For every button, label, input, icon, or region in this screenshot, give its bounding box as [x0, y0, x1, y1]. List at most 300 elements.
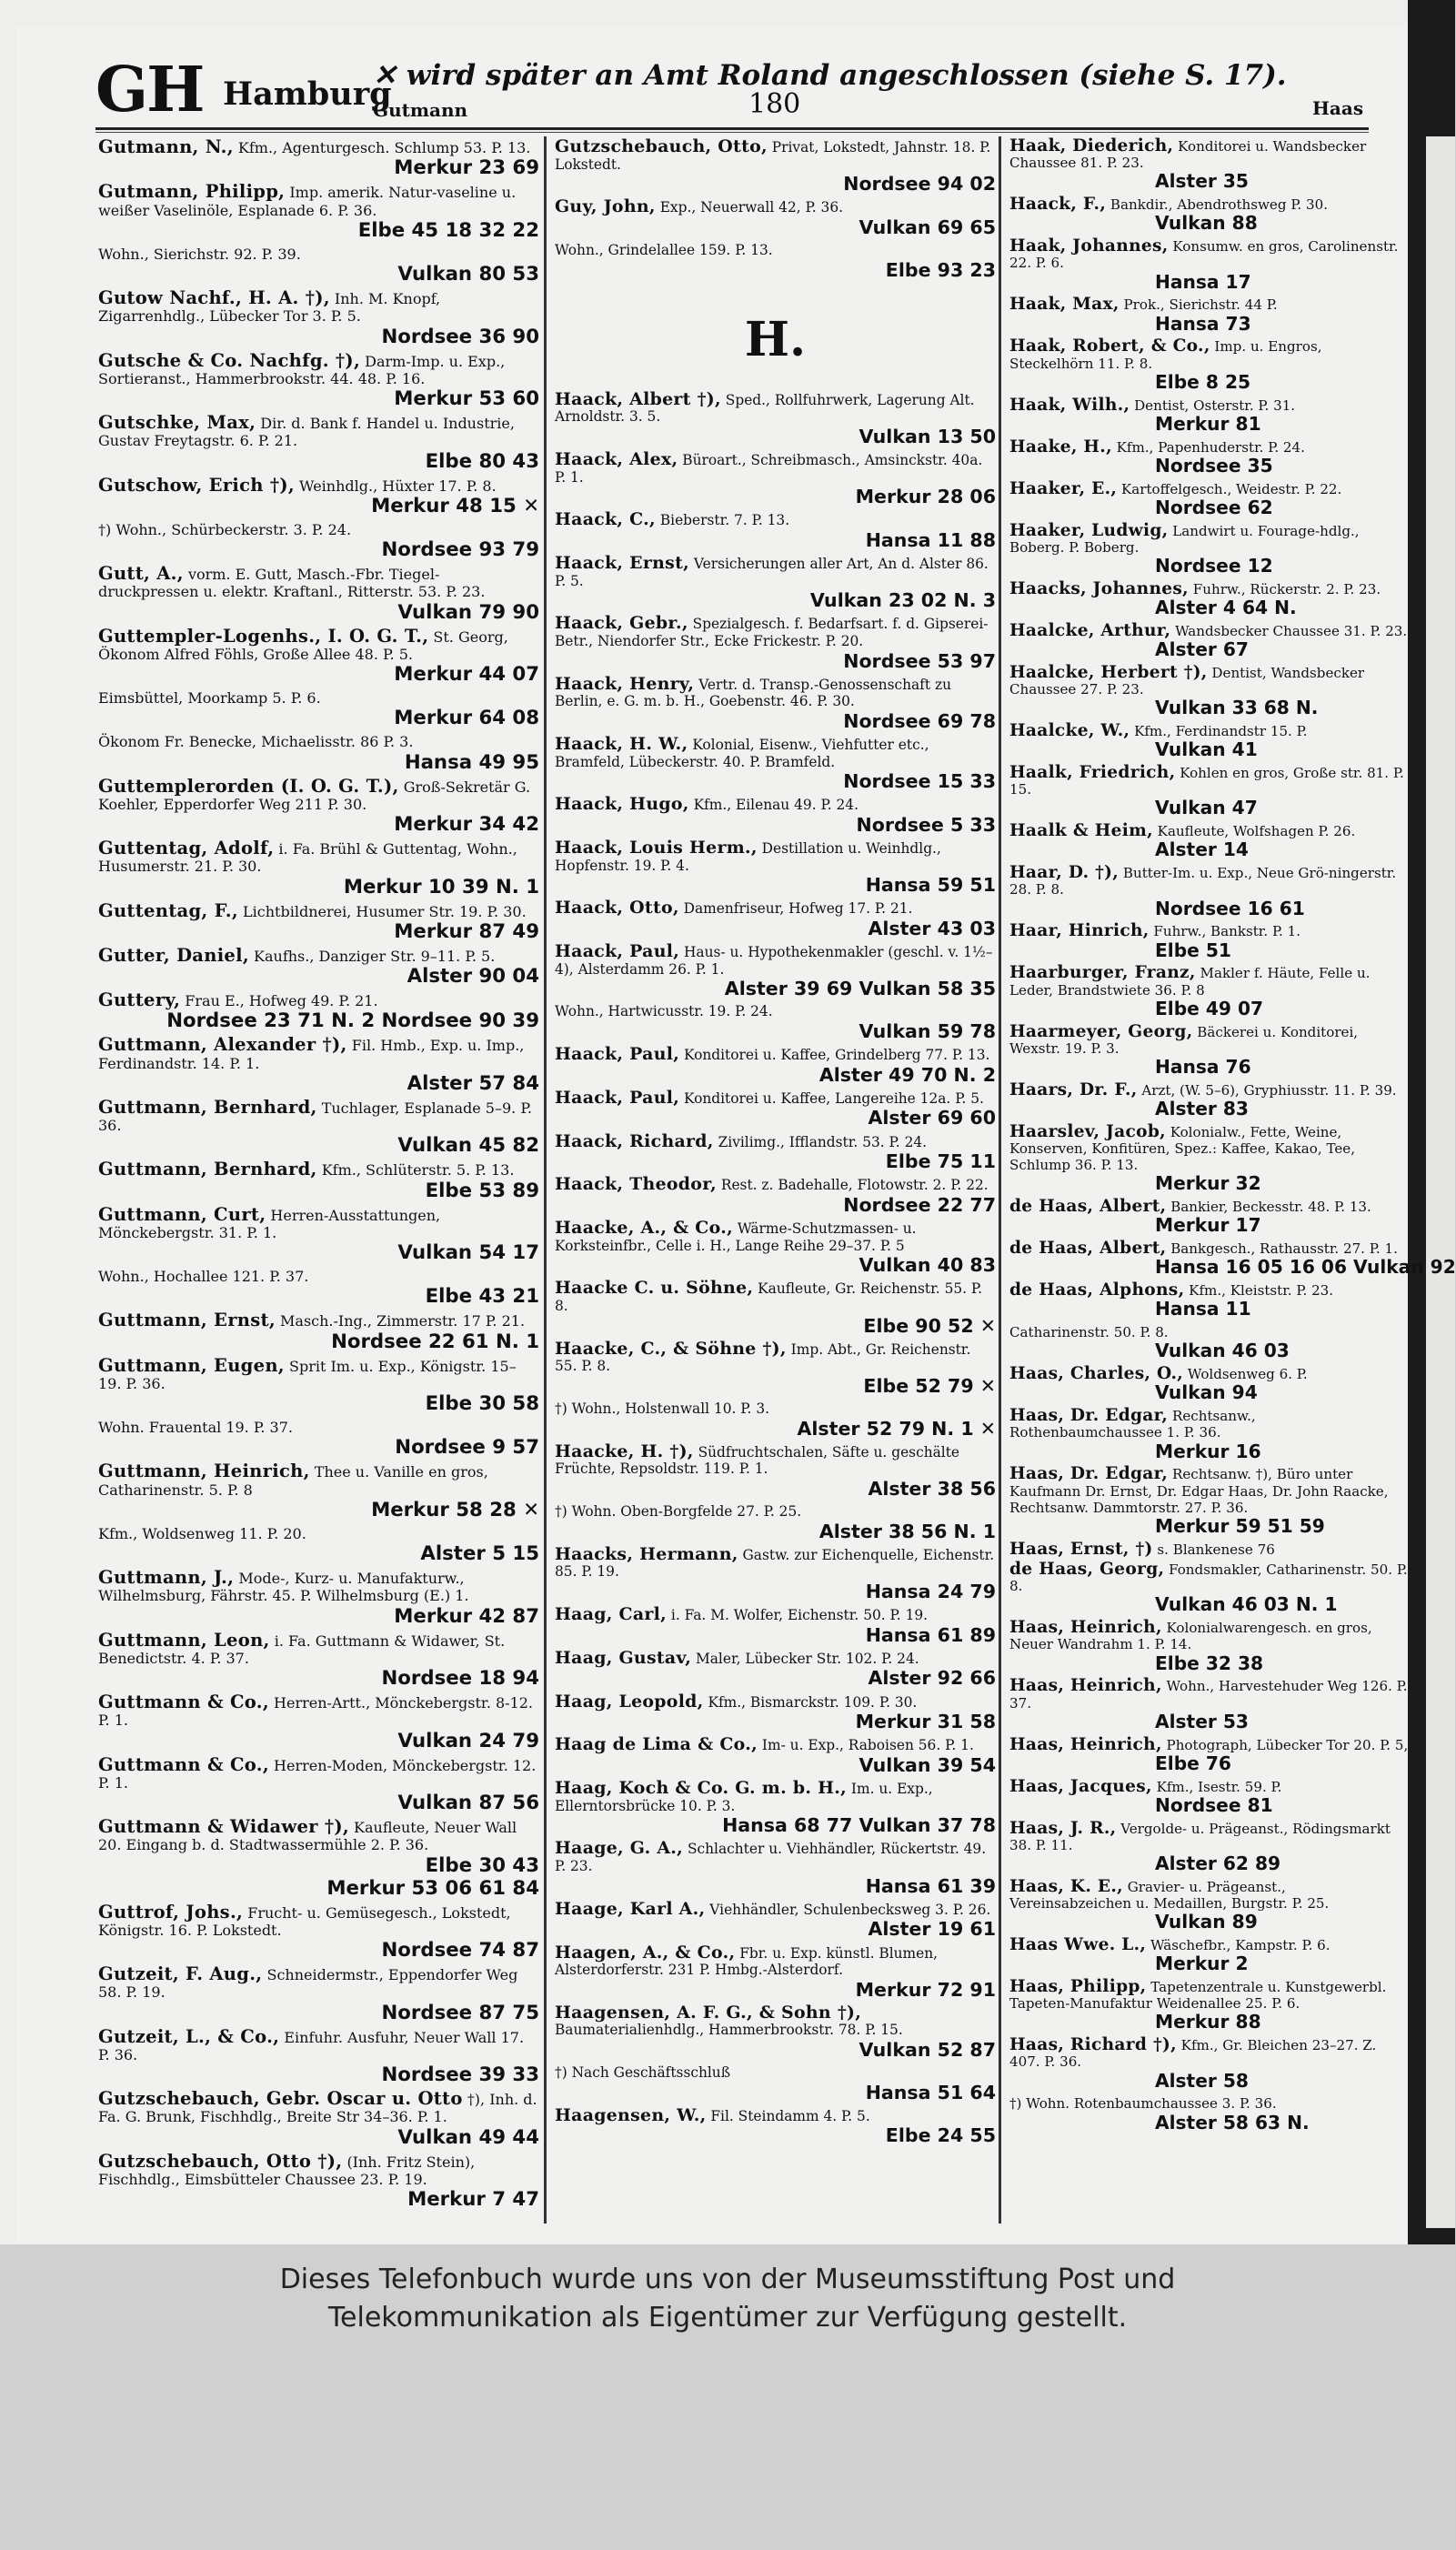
phone-number: Alster 49 70 N. 2 [818, 1063, 996, 1086]
entry-name: Haarmeyer, Georg, [1009, 1021, 1193, 1041]
phone-number: Elbe 45 18 32 22 [357, 218, 539, 242]
entry-description: Prok., Sierichstr. 44 P. [1123, 296, 1278, 314]
phone-number: Alster 58 [1155, 2069, 1249, 2092]
entry-name: Haak, Wilh., [1009, 395, 1130, 415]
entry-name: de Haas, Albert, [1009, 1239, 1167, 1259]
entry-text [555, 1840, 996, 1874]
entry-description: Fondsmakler, Catharinenstr. 50. P. 8. [1009, 1561, 1408, 1595]
entry-name: Guttmann, J., [98, 1567, 235, 1588]
phone-number: Merkur 81 [1155, 412, 1261, 435]
entry-text [98, 2150, 539, 2189]
directory-entry [98, 1631, 539, 1691]
phone-number: Merkur 59 51 59 [1155, 1515, 1325, 1538]
entry-name: Guttmann & Widawer †), [98, 1816, 349, 1837]
directory-entry [98, 2025, 539, 2087]
entry-text [555, 1543, 996, 1581]
phone-number: Elbe 90 52 ✕ [863, 1314, 996, 1337]
phone-number: Elbe 32 38 [1155, 1651, 1264, 1674]
entry-text [1009, 865, 1410, 898]
entry-name: Gutmann, Philipp, [98, 181, 286, 203]
entry-text [1009, 1876, 1410, 1912]
entry-text [1009, 1282, 1410, 1299]
entry-description: †) Nach Geschäftsschluß [555, 2064, 730, 2082]
entry-description: Viehhändler, Schulenbecksweg 3. P. 26. [709, 1901, 991, 1918]
entry-text [98, 521, 539, 538]
directory-entry [98, 246, 539, 286]
entry-name: Haar, D. †), [1009, 863, 1120, 883]
directory-entry [1009, 238, 1410, 293]
directory-entry [1009, 1776, 1410, 1817]
entry-text [98, 183, 539, 219]
directory-entry [98, 1818, 539, 1900]
entry-description: i. Fa. Guttmann & Widawer, St. Benedictstr. 4. P. 37. [98, 1631, 506, 1667]
phone-number: Elbe 53 89 [425, 1179, 539, 1202]
entry-description: Wohn., Harvestehuder Weg 126. P. 37. [1009, 1678, 1408, 1712]
page-number: 180 [748, 88, 801, 120]
phone-number: Nordsee 35 [1155, 454, 1273, 477]
entry-text [98, 1203, 539, 1242]
entry-description: Lichtbildnerei, Husumer Str. 19. P. 30. [243, 902, 527, 920]
entry-name: Haak, Robert, & Co., [1009, 336, 1210, 356]
entry-text [1009, 1021, 1410, 1057]
directory-entry [1009, 1079, 1410, 1120]
entry-text [98, 1268, 539, 1285]
entry-text [555, 138, 996, 173]
entry-name: Haack, C., [555, 509, 656, 530]
entry-text [555, 899, 996, 918]
entry-text [1009, 520, 1410, 556]
phone-number: Vulkan 79 90 [397, 600, 539, 624]
entry-name: Haack, Louis Herm., [555, 838, 758, 858]
phone-number: Nordsee 23 71 N. 2 Nordsee 90 39 [166, 1009, 539, 1033]
directory-entry [98, 1354, 539, 1416]
entry-text [1009, 1561, 1410, 1594]
entry-name: Guttempler-Logenhs., I. O. G. T., [98, 625, 429, 647]
phone-number: Vulkan 87 56 [397, 1792, 539, 1814]
phone-number: Hansa 51 64 [865, 2081, 996, 2103]
entry-description: Rechtsanw. †), Büro unter Kaufmann Dr. Ernst, Dr. Edgar Haas, Dr. John Raacke, Rechtsanw. Dammtorstr. 27. P. 36. [1009, 1466, 1389, 1516]
phone-number: Alster 4 64 N. [1155, 597, 1297, 619]
directory-entry [555, 899, 996, 939]
directory-entry [1009, 662, 1410, 719]
entry-description: St. Georg, Ökonom Alfred Föhls, Große Allee 48. P. 5. [98, 627, 508, 663]
entry-description: Dentist, Osterstr. P. 31. [1134, 397, 1296, 414]
phone-number: Vulkan 39 54 [859, 1753, 996, 1776]
entry-description: Tuchlager, Esplanade 5–9. P. 36. [98, 1099, 532, 1134]
directory-entry [1009, 1466, 1410, 1537]
entry-name: Haag, Koch & Co. G. m. b. H., [555, 1778, 848, 1799]
entry-name: Guttmann, Heinrich, [98, 1461, 310, 1482]
entry-description: Konditorei u. Kaffee, Langereihe 12a. P. 5. [684, 1089, 984, 1107]
entry-description: Kfm., Ferdinandstr 15. P. [1134, 723, 1308, 740]
directory-entry [98, 1096, 539, 1158]
entry-name: Haas, Dr. Edgar, [1009, 1464, 1169, 1484]
entry-name: Haack, Ernst, [555, 553, 689, 574]
entry-text [555, 1220, 996, 1254]
entry-text [1009, 1734, 1410, 1754]
phone-number: Elbe 76 [1155, 1752, 1231, 1774]
directory-entry [98, 1462, 539, 1521]
entry-text [555, 1340, 996, 1375]
entry-name: Guttentag, Adolf, [98, 838, 275, 858]
entry-description: Maler, Lübecker Str. 102. P. 24. [695, 1650, 919, 1667]
entry-text [555, 673, 996, 710]
entry-description: Wohn., Hartwicusstr. 19. P. 24. [555, 1003, 773, 1020]
directory-entry [1009, 1239, 1456, 1279]
entry-text [1009, 662, 1410, 698]
directory-entry [98, 2090, 539, 2149]
entry-text [98, 775, 539, 814]
entry-name: Haas, Heinrich, [1009, 1618, 1162, 1638]
directory-entry [1009, 923, 1410, 961]
directory-entry [1009, 1199, 1410, 1237]
entry-text [555, 2104, 996, 2125]
directory-entry [555, 555, 996, 611]
directory-entry [555, 1130, 996, 1173]
phone-number: Vulkan 24 79 [397, 1729, 539, 1752]
entry-name: Haas, K. E., [1009, 1876, 1123, 1896]
entry-description: Catharinenstr. 50. P. 8. [1009, 1324, 1169, 1341]
directory-entry [98, 1569, 539, 1628]
phone-number: Merkur 48 15 ✕ [371, 494, 539, 517]
phone-number: Merkur 2 [1155, 1953, 1249, 1975]
entry-description: Imp. Abt., Gr. Reichenstr. 55. P. 8. [555, 1340, 971, 1375]
phone-number: Merkur 44 07 [394, 663, 539, 686]
entry-name: Haack, H. W., [555, 734, 688, 755]
entry-name: Haak, Diederich, [1009, 136, 1174, 156]
entry-description: vorm. E. Gutt, Masch.-Fbr. Tiegel-druckpressen u. elektr. Kraftanl., Ritterstr. 53. P. 23. [98, 566, 486, 601]
directory-entry [555, 1089, 996, 1129]
entry-name: Haack, Hugo, [555, 794, 689, 815]
directory-entry [555, 1780, 996, 1836]
entry-text [555, 511, 996, 529]
directory-entry [555, 138, 996, 195]
directory-entry [555, 451, 996, 507]
directory-entry [1009, 865, 1410, 919]
entry-name: Gutzschebauch, Otto, [555, 136, 768, 156]
entry-text [555, 1606, 996, 1624]
entry-text [1009, 478, 1410, 498]
phone-number: Nordsee 94 02 [843, 173, 996, 196]
entry-text [555, 198, 996, 216]
section-letter: H. [744, 311, 807, 367]
entry-description: Inh. M. Knopf, Zigarrenhdlg., Lübecker Tor 3. P. 5. [98, 290, 441, 326]
phone-number: Elbe 93 23 [885, 258, 996, 281]
phone-number: Vulkan 94 [1155, 1381, 1258, 1404]
entry-name: Haagen, A., & Co., [555, 1942, 736, 1963]
entry-description: Haus- u. Hypothekenmakler (geschl. v. 1½–4), Alsterdamm 26. P. 1. [555, 944, 993, 978]
entry-description: Konditorei u. Kaffee, Grindelberg 77. P. 13. [684, 1047, 990, 1064]
header-range-start: Gutmann [373, 99, 468, 121]
entry-description: Bankdir., Abendrothsweg P. 30. [1110, 196, 1329, 214]
entry-text [98, 1965, 539, 2002]
phone-number: Alster 92 66 [868, 1667, 996, 1690]
entry-name: Guttmann, Ernst, [98, 1310, 276, 1331]
directory-entry [98, 1203, 539, 1265]
entry-text [98, 627, 539, 664]
phone-number: Vulkan 33 68 N. [1155, 697, 1319, 719]
entry-description: Ökonom Fr. Benecke, Michaelisstr. 86 P. 3. [98, 733, 414, 751]
entry-text [1009, 1324, 1410, 1340]
entry-description: i. Fa. M. Wolfer, Eichenstr. 50. P. 19. [670, 1607, 929, 1624]
entry-name: Gutzschebauch, Otto †), [98, 2150, 343, 2172]
entry-text [98, 1311, 539, 1330]
phone-number: Merkur 32 [1155, 1172, 1261, 1195]
phone-number: Nordsee 39 33 [381, 2063, 539, 2086]
directory-entry [555, 839, 996, 896]
entry-text [555, 1003, 996, 1020]
entry-text [555, 1944, 996, 1979]
phone-number: Hansa 59 51 [865, 874, 996, 897]
entry-description: Rechtsanw., Rothenbaumchaussee 1. P. 36. [1009, 1408, 1256, 1441]
entry-description: Wärme-Schutzmassen- u. Korksteinfbr., Celle i. H., Lange Reihe 29–37. P. 5 [555, 1220, 917, 1254]
directory-entry [555, 736, 996, 792]
directory-entry [98, 521, 539, 561]
entry-text [1009, 1979, 1410, 2012]
entry-text [555, 943, 996, 978]
directory-entry [98, 2150, 539, 2212]
entry-text [98, 1631, 539, 1668]
entry-description: Wohn., Hochallee 121. P. 37. [98, 1268, 309, 1285]
entry-name: Haas, Charles, O., [1009, 1364, 1184, 1384]
directory-entry [555, 673, 996, 732]
directory-entry [1009, 397, 1410, 436]
directory-entry [98, 183, 539, 242]
entry-text [98, 246, 539, 263]
directory-entry [555, 1220, 996, 1276]
entry-description: Kaufleute, Wolfshagen P. 26. [1157, 823, 1356, 840]
entry-name: Guttmann, Bernhard, [98, 1096, 317, 1118]
entry-description: Mode-, Kurz- u. Manufakturw., Wilhelmsburg, Fährstr. 45. P. Wilhelmsburg (E.) 1. [98, 1570, 469, 1605]
entry-name: Haalcke, Arthur, [1009, 620, 1171, 640]
phone-number: Elbe 43 21 [425, 1285, 539, 1309]
entry-description: Kfm., Eilenau 49. P. 24. [693, 797, 859, 814]
header-rule-thin [95, 132, 1369, 133]
entry-name: Gutter, Daniel, [98, 944, 249, 966]
entry-text [1009, 1466, 1410, 1516]
entry-name: Haalk, Friedrich, [1009, 763, 1176, 783]
directory-entry [555, 511, 996, 551]
directory-entry [1009, 478, 1410, 519]
directory-entry [555, 242, 996, 281]
phone-number: Elbe 24 55 [885, 2124, 996, 2147]
entry-name: Haaker, E., [1009, 478, 1118, 498]
entry-description: Frau E., Hofweg 49. P. 21. [185, 992, 378, 1009]
entry-name: Gutow Nachf., H. A. †), [98, 287, 330, 308]
entry-text [98, 1160, 539, 1179]
entry-description: †) Wohn., Schürbeckerstr. 3. P. 24. [98, 520, 352, 538]
entry-text [1009, 397, 1410, 414]
header-rule [95, 127, 1369, 130]
entry-text [1009, 823, 1410, 839]
entry-description: Kaufleute, Neuer Wall 20. Eingang b. d. Stadtwassermühle 2. P. 36. [98, 1819, 517, 1854]
entry-name: Haars, Dr. F., [1009, 1079, 1138, 1099]
directory-entry [555, 1647, 996, 1690]
directory-entry [1009, 1876, 1410, 1933]
entry-name: Haack, Theodor, [555, 1174, 717, 1195]
phone-number: Alster 53 [1155, 1710, 1249, 1732]
entry-text [1009, 620, 1410, 640]
entry-name: Haarburger, Franz, [1009, 963, 1196, 983]
entry-text [555, 1046, 996, 1064]
entry-text [555, 1443, 996, 1478]
directory-entry [555, 1736, 996, 1776]
entry-text [555, 1647, 996, 1668]
entry-text [1009, 1121, 1410, 1174]
entry-name: Gutsche & Co. Nachfg. †), [98, 349, 361, 371]
directory-entry [98, 289, 539, 348]
entry-text [98, 349, 539, 388]
phone-number: Merkur 28 06 [855, 486, 996, 508]
entry-description: Zivilimg., Ifflandstr. 53. P. 24. [718, 1133, 928, 1150]
entry-text [1009, 1776, 1410, 1796]
directory-entry [1009, 1408, 1410, 1462]
entry-text [555, 555, 996, 589]
entry-description: Büroart., Schreibmasch., Amsinckstr. 40a. P. 1. [555, 452, 983, 486]
phone-number: Hansa 11 [1155, 1298, 1251, 1320]
directory-entry [555, 198, 996, 238]
directory-entry [555, 1176, 996, 1216]
entry-name: Haas, J. R., [1009, 1818, 1117, 1838]
phone-number: Merkur 34 42 [394, 813, 539, 836]
directory-entry [1009, 1541, 1410, 1558]
entry-description: Dentist, Wandsbecker Chaussee 27. P. 23. [1009, 664, 1365, 698]
column-2-top-entries [555, 138, 996, 281]
entry-name: Gutzeit, F. Aug., [98, 1963, 263, 1984]
directory-entry [555, 1340, 996, 1397]
directory-entry [1009, 765, 1410, 819]
directory-entry [1009, 1324, 1410, 1362]
column-2 [555, 138, 996, 2151]
entry-text [98, 1462, 539, 1499]
phone-number: Alster 5 15 [420, 1542, 539, 1565]
phone-number: Nordsee 9 57 [395, 1436, 539, 1460]
entry-description: s. Blankenese 76 [1157, 1541, 1275, 1558]
entry-text [1009, 723, 1410, 739]
entry-name: Haage, G. A., [555, 1838, 684, 1859]
entry-description: Schneidermstr., Eppendorfer Weg 58. P. 19. [98, 1966, 518, 2002]
directory-entry [1009, 578, 1410, 619]
phone-number: Vulkan 52 87 [859, 2038, 996, 2061]
entry-name: Haack, Richard, [555, 1130, 714, 1151]
entry-description: Bankgesch., Rathausstr. 27. P. 1. [1170, 1240, 1398, 1258]
entry-description: Kaufhs., Danziger Str. 9–11. P. 5. [254, 947, 496, 965]
phone-number: Nordsee 36 90 [381, 325, 539, 348]
directory-entry [555, 1443, 996, 1500]
entry-description: Weinhdlg., Hüxter 17. P. 8. [299, 477, 497, 495]
phone-number: Vulkan 54 17 [397, 1241, 539, 1264]
phone-number: Alster 19 61 [868, 1918, 996, 1941]
entry-name: Haalcke, W., [1009, 721, 1130, 741]
phone-number: Hansa 24 79 [865, 1580, 996, 1602]
entry-description: Woldsenweg 6. P. [1187, 1366, 1308, 1383]
entry-description: Kolonialwarengesch. en gros, Neuer Wandrahm 1. P. 14. [1009, 1620, 1372, 1653]
directory-entry [98, 349, 539, 411]
entry-description: Damenfriseur, Hofweg 17. P. 21. [683, 900, 913, 918]
entry-text [1009, 296, 1410, 313]
page-header [95, 50, 1373, 126]
entry-description: Herren-Artt., Mönckebergstr. 8-12. P. 1. [98, 1694, 534, 1730]
phone-number: Merkur 17 [1155, 1214, 1261, 1237]
phone-number: Alster 83 [1155, 1098, 1249, 1120]
entry-text [98, 1818, 539, 1854]
entry-name: Guttmann & Co., [98, 1692, 269, 1712]
entry-text [1009, 1620, 1410, 1652]
phone-number: Merkur 87 49 [394, 919, 539, 943]
phone-number: Vulkan 49 44 [397, 2125, 539, 2149]
entry-description: Vergolde- u. Prägeanst., Rödingsmarkt 38. P. 11. [1009, 1820, 1391, 1853]
entry-name: Haack, F., [1009, 195, 1107, 215]
entry-name: Haak, Max, [1009, 295, 1120, 315]
directory-entry [1009, 196, 1410, 235]
entry-text [555, 1780, 996, 1814]
directory-entry [1009, 1561, 1410, 1616]
next-page-edge [1426, 136, 1455, 2228]
entry-text [1009, 238, 1410, 271]
entry-description: Imp. u. Engros, Steckelhörn 11. P. 8. [1009, 338, 1322, 372]
entry-name: Haas, Heinrich, [1009, 1734, 1162, 1754]
header-range-end: Haas [1312, 97, 1364, 119]
entry-description: Fuhrw., Rückerstr. 2. P. 23. [1192, 580, 1381, 597]
directory-entry [1009, 1678, 1410, 1732]
phone-number: Vulkan 45 82 [397, 1134, 539, 1158]
entry-description: Masch.-Ing., Zimmerstr. 17 P. 21. [280, 1312, 526, 1330]
phone-number: Nordsee 15 33 [843, 770, 996, 793]
entry-description: Darm-Imp. u. Exp., Sortieranst., Hammerbrookstr. 44. 48. P. 16. [98, 352, 506, 387]
directory-entry [1009, 1366, 1410, 1404]
entry-text [1009, 2037, 1410, 2070]
directory-entry [98, 1525, 539, 1565]
entry-description: (Inh. Fritz Stein), Fischhdlg., Eimsbütteler Chaussee 23. P. 19. [98, 2153, 476, 2188]
entry-description: Dir. d. Bank f. Handel u. Industrie, Gustav Freytagstr. 6. P. 21. [98, 415, 515, 450]
entry-description: Fil. Steindamm 4. P. 5. [710, 2107, 870, 2124]
entry-text [1009, 923, 1410, 939]
entry-name: Guy, John, [555, 196, 656, 217]
directory-entry [98, 775, 539, 837]
entry-description: Baumaterialienhdlg., Hammerbrookstr. 78. P. 15. [555, 2022, 903, 2039]
phone-number: Vulkan 41 [1155, 738, 1258, 761]
entry-name: Haak, Johannes, [1009, 236, 1169, 256]
entry-name: Haack, Paul, [555, 941, 680, 962]
entry-name: Haacks, Johannes, [1009, 578, 1189, 598]
footer-line-1: Dieses Telefonbuch wurde uns von der Museumsstiftung Post und [279, 2264, 1176, 2295]
phone-number: Nordsee 87 75 [381, 2001, 539, 2024]
entry-name: Guttery, [98, 989, 181, 1010]
directory-entry [555, 2064, 996, 2103]
entry-name: Haacke, A., & Co., [555, 1218, 733, 1239]
entry-name: Haack, Gebr., [555, 613, 688, 634]
phone-number: Vulkan 80 53 [397, 263, 539, 286]
phone-number: Alster 52 79 N. 1 ✕ [797, 1417, 996, 1440]
entry-name: Haack, Henry, [555, 673, 695, 694]
phone-number: Nordsee 22 61 N. 1 [331, 1330, 539, 1353]
directory-entry [1009, 138, 1410, 193]
entry-description: Tapetenzentrale u. Kunstgewerbl. Tapeten-Manufaktur Weidenallee 25. P. 6. [1009, 1979, 1387, 2013]
phone-number: Merkur 53 06 61 84 [326, 1876, 539, 1900]
phone-number: Merkur 7 47 [407, 2188, 539, 2211]
entry-description: Kohlen en gros, Große str. 81. P. 15. [1009, 765, 1404, 798]
entry-text [98, 289, 539, 326]
entry-name: Guttmann, Bernhard, [98, 1159, 317, 1180]
entry-name: Haacke, H. †), [555, 1441, 694, 1461]
entry-name: Haas, Dr. Edgar, [1009, 1406, 1169, 1426]
entry-name: Guttmann, Eugen, [98, 1354, 285, 1376]
phone-number: Elbe 30 43 [425, 1853, 539, 1877]
entry-description: Frucht- u. Gemüsegesch., Lokstedt, Königstr. 16. P. Lokstedt. [98, 1903, 511, 1939]
entry-name: Haas Wwe. L., [1009, 1935, 1147, 1955]
directory-entry [555, 1503, 996, 1542]
phone-number: Vulkan 46 03 N. 1 [1155, 1593, 1338, 1616]
